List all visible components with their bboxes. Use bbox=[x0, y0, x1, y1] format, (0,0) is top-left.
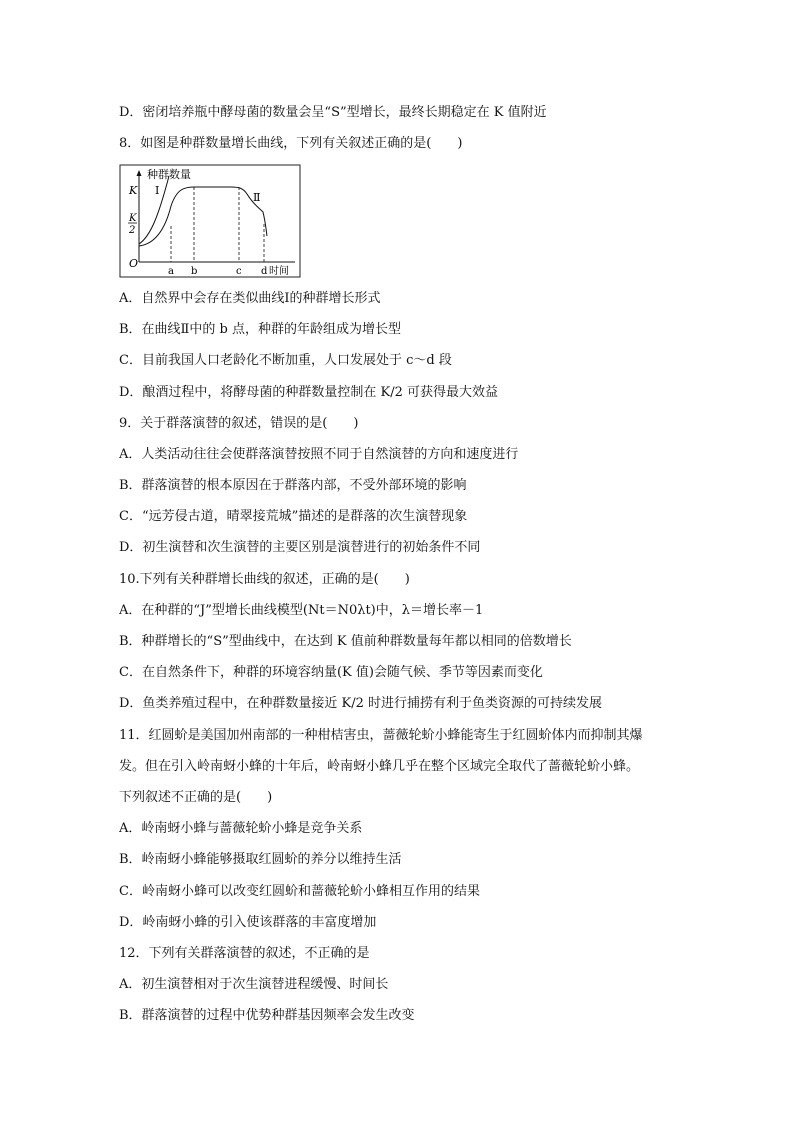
q10-option-a: A．在种群的“J”型增长曲线模型(Nt＝N0λt)中，λ＝增长率－1 bbox=[119, 603, 484, 618]
q10-option-b: B．种群增长的“S”型曲线中，在达到 K 值前种群数量每年都以相同的倍数增长 bbox=[119, 634, 572, 649]
x-tick-c: c bbox=[236, 266, 242, 277]
q7-option-d: D．密闭培养瓶中酵母菌的数量会呈“S”型增长，最终长期稳定在 K 值附近 bbox=[119, 105, 547, 120]
q8-option-b: B．在曲线Ⅱ中的 b 点，种群的年龄组成为增长型 bbox=[119, 322, 401, 337]
y-axis-arrow bbox=[137, 170, 142, 176]
q11-stem-line-3: 下列叙述不正确的是( ) bbox=[119, 790, 273, 805]
figure-border bbox=[120, 165, 300, 277]
q10-stem: 10.下列有关种群增长曲线的叙述，正确的是( ) bbox=[119, 572, 410, 587]
x-axis-label: 时间 bbox=[269, 266, 289, 277]
q9-option-a: A．人类活动往往会使群落演替按照不同于自然演替的方向和速度进行 bbox=[119, 447, 519, 462]
curve-1-label: Ⅰ bbox=[155, 184, 160, 197]
curve-2-label: Ⅱ bbox=[253, 191, 261, 204]
y-axis-label: 种群数量 bbox=[147, 168, 191, 181]
q11-stem-line-2: 发。但在引入岭南蚜小蜂的十年后，岭南蚜小蜂几乎在整个区域完全取代了蔷薇轮蚧小蜂。 bbox=[119, 759, 640, 774]
q9-option-d: D．初生演替和次生演替的主要区别是演替进行的初始条件不同 bbox=[119, 540, 481, 555]
q11-option-d: D．岭南蚜小蜂的引入使该群落的丰富度增加 bbox=[119, 915, 377, 930]
x-tick-a: a bbox=[168, 266, 174, 277]
k-half-denominator: 2 bbox=[129, 225, 136, 236]
k-half-numerator: K bbox=[129, 213, 137, 224]
q8-option-c: C．目前我国人口老龄化不断加重，人口发展处于 c～d 段 bbox=[119, 353, 452, 368]
q10-option-d: D．鱼类养殖过程中，在种群数量接近 K/2 时进行捕捞有利于鱼类资源的可持续发展 bbox=[119, 696, 603, 711]
q9-option-b: B．群落演替的根本原因在于群落内部，不受外部环境的影响 bbox=[119, 478, 467, 493]
q8-option-d: D．酿酒过程中，将酵母菌的种群数量控制在 K/2 可获得最大效益 bbox=[119, 385, 499, 400]
population-growth-figure bbox=[119, 164, 301, 278]
q12-stem: 12．下列有关群落演替的叙述，不正确的是 bbox=[119, 946, 370, 961]
q11-option-a: A．岭南蚜小蜂与蔷薇轮蚧小蜂是竞争关系 bbox=[119, 821, 363, 836]
x-tick-d: d bbox=[261, 266, 268, 277]
q8-stem: 8．如图是种群数量增长曲线，下列有关叙述正确的是( ) bbox=[119, 136, 463, 151]
q12-option-b: B．群落演替的过程中优势种群基因频率会发生改变 bbox=[119, 1008, 415, 1023]
curve-1 bbox=[139, 176, 169, 244]
q11-option-b: B．岭南蚜小蜂能够摄取红圆蚧的养分以维持生活 bbox=[119, 852, 402, 867]
q10-option-c: C．在自然条件下，种群的环境容纳量(K 值)会随气候、季节等因素而变化 bbox=[119, 665, 543, 680]
q11-stem-line-1: 11．红圆蚧是美国加州南部的一种柑桔害虫，蔷薇轮蚧小蜂能寄生于红圆蚧体内而抑制其爆 bbox=[119, 728, 643, 743]
q12-option-a: A．初生演替相对于次生演替进程缓慢、时间长 bbox=[119, 977, 389, 992]
q11-option-c: C．岭南蚜小蜂可以改变红圆蚧和蔷薇轮蚧小蜂相互作用的结果 bbox=[119, 884, 480, 899]
x-tick-b: b bbox=[191, 266, 198, 277]
q9-stem: 9．关于群落演替的叙述，错误的是( ) bbox=[119, 416, 359, 431]
k-label: K bbox=[129, 184, 138, 197]
q8-option-a: A．自然界中会存在类似曲线Ⅰ的种群增长形式 bbox=[119, 291, 381, 306]
growth-curve-diagram bbox=[119, 164, 301, 278]
q9-option-c: C．“远芳侵古道，晴翠接荒城”描述的是群落的次生演替现象 bbox=[119, 509, 468, 524]
origin-label: O bbox=[129, 257, 139, 270]
